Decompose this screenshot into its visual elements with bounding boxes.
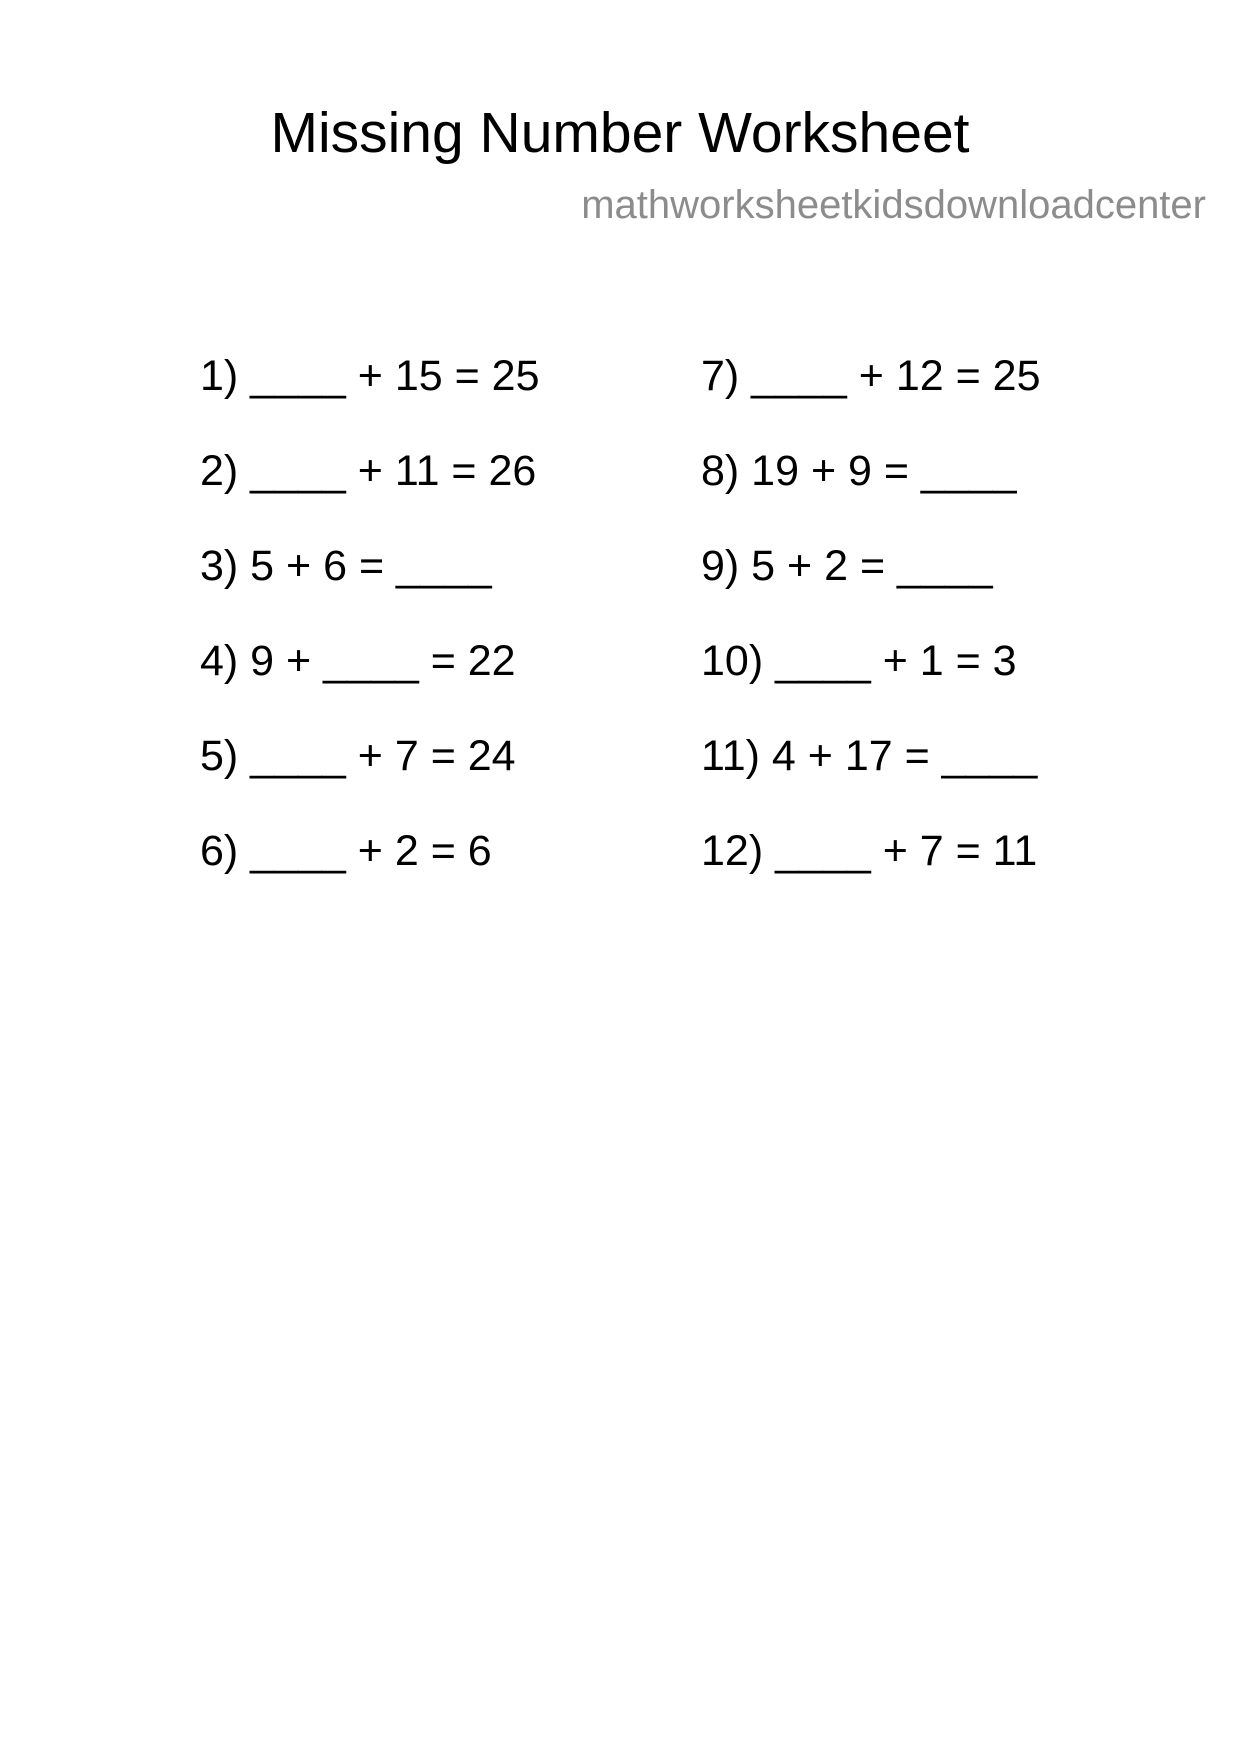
problem-3: 3) 5 + 6 = ____	[200, 542, 492, 590]
problem-1: 1) ____ + 15 = 25	[200, 352, 540, 400]
problem-5: 5) ____ + 7 = 24	[200, 732, 516, 780]
problem-11: 11) 4 + 17 = ____	[701, 732, 1038, 780]
problem-4: 4) 9 + ____ = 22	[200, 637, 516, 685]
problem-2: 2) ____ + 11 = 26	[200, 447, 537, 495]
problem-9: 9) 5 + 2 = ____	[701, 542, 993, 590]
worksheet-source: mathworksheetkidsdownloadcenter	[581, 183, 1206, 227]
problem-6: 6) ____ + 2 = 6	[200, 827, 492, 875]
problem-10: 10) ____ + 1 = 3	[701, 637, 1017, 685]
problem-7: 7) ____ + 12 = 25	[701, 352, 1041, 400]
problem-8: 8) 19 + 9 = ____	[701, 447, 1017, 495]
worksheet-title: Missing Number Worksheet	[270, 101, 970, 165]
problem-12: 12) ____ + 7 = 11	[701, 827, 1038, 875]
